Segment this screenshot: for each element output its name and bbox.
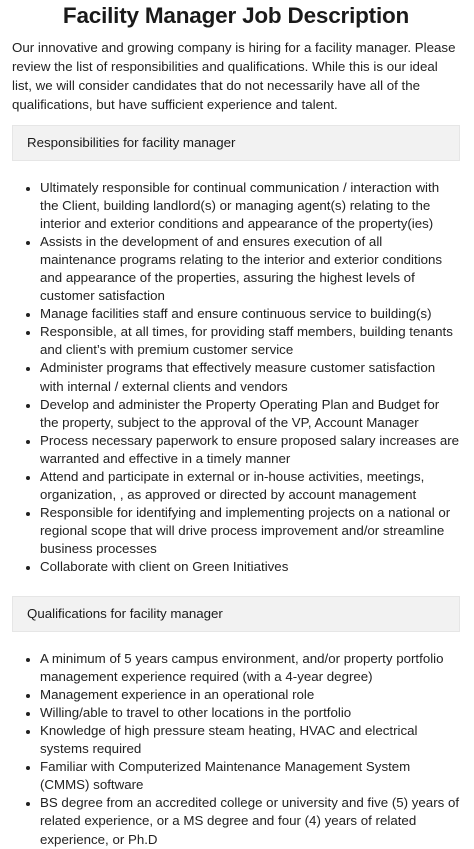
list-item: • Responsible for identifying and implementing projects on a national or regional scope that will drive process improvement and/or streamline business processes [40,504,460,558]
list-item: • Willing/able to travel to other locations in the portfolio [40,704,460,722]
responsibilities-heading: Responsibilities for facility manager [12,125,460,161]
list-item: • Process necessary paperwork to ensure proposed salary increases are warranted and effective in a timely manner [40,432,460,468]
list-item: • Administer programs that effectively measure customer satisfaction with internal / external clients and vendors [40,359,460,395]
qualifications-list [12,650,460,849]
list-item: • Collaborate with client on Green Initiatives [40,558,460,576]
qualifications-heading: Qualifications for facility manager [12,596,460,632]
page-title: Facility Manager Job Description [62,3,410,28]
list-item: • Ultimately responsible for continual communication / interaction with the Client, building landlord(s) or managing agent(s) relating to the interior and exterior conditions and appearance of the property(ies) [40,179,460,233]
intro-paragraph: Our innovative and growing company is hiring for a facility manager. Please review the list of responsibilities and qualifications. While this is our ideal list, we will consider candidates that do not necessarily have all of the qualifications, but have sufficient experience and talent. [12,40,456,112]
list-item: • Develop and administer the Property Operating Plan and Budget for the property, subject to the approval of the VP, Account Manager [40,396,460,432]
list-item: • Management experience in an operational role [40,686,460,704]
list-item: • Familiar with Computerized Maintenance Management System (CMMS) software [40,758,460,794]
list-item: • Attend and participate in external or in-house activities, meetings, organization, , as approved or directed by account management [40,468,460,504]
list-item: • Knowledge of high pressure steam heating, HVAC and electrical systems required [40,722,460,758]
list-item: • Manage facilities staff and ensure continuous service to building(s) [40,305,460,323]
list-item: • Responsible, at all times, for providing staff members, building tenants and client’s with premium customer service [40,323,460,359]
list-item: • A minimum of 5 years campus environment, and/or property portfolio management experience required (with a 4-year degree) [40,650,460,686]
list-item: • BS degree from an accredited college or university and five (5) years of related experience, or a MS degree and four (4) years of related experience, or Ph.D [40,794,460,848]
responsibilities-list [12,179,460,576]
list-item: • Assists in the development of and ensures execution of all maintenance programs relating to the interior and exterior conditions and appearance of the properties, assuring the highest levels of customer satisfaction [40,233,460,305]
